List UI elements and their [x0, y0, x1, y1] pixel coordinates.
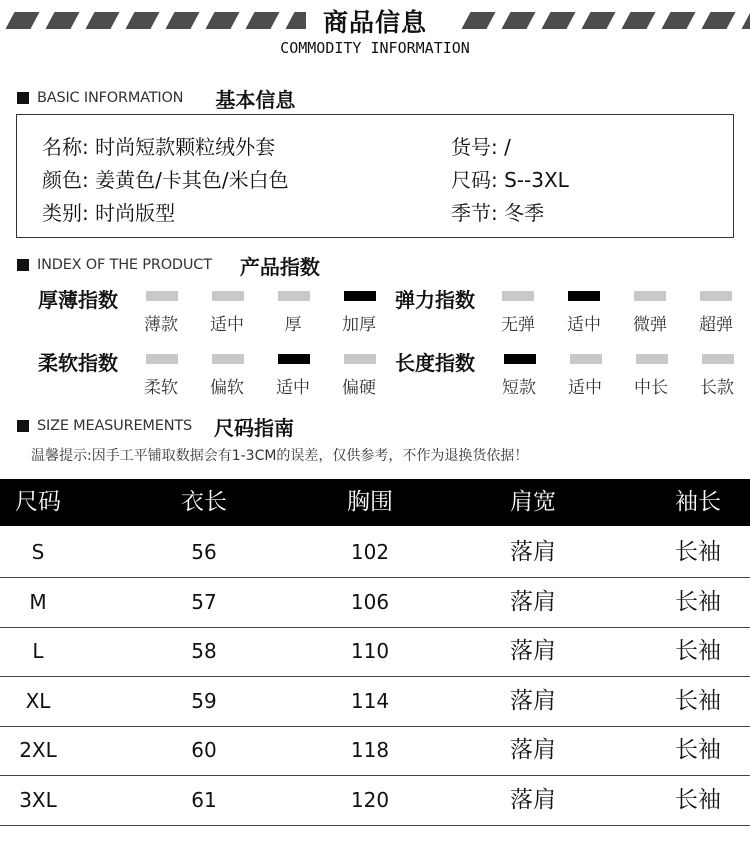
section-size-heading [17, 412, 294, 440]
index-bar-selected [504, 354, 536, 364]
table-header-cell: 袖长 [675, 489, 721, 515]
table-cell: 3XL [19, 788, 57, 812]
table-cell: 长袖 [675, 539, 721, 565]
table-cell: M [29, 590, 47, 614]
index-bar-selected [344, 291, 376, 301]
table-header-cell: 衣长 [181, 489, 227, 515]
table-cell: S [31, 540, 45, 564]
table-cell: 长袖 [675, 737, 721, 763]
table-cell: 57 [191, 590, 217, 614]
index-label: 长度指数 [395, 351, 475, 375]
index-bar [634, 291, 666, 301]
table-cell: 58 [191, 639, 217, 663]
table-row [0, 528, 750, 578]
table-cell: 落肩 [510, 638, 556, 664]
section-basic-heading-en: BASIC INFORMATION [37, 90, 184, 106]
table-cell: 114 [350, 689, 390, 713]
index-bar [212, 291, 244, 301]
index-option: 适中 [567, 315, 601, 335]
index-bar [146, 354, 178, 364]
index-option: 厚 [284, 315, 302, 335]
section-basic-heading-cn: 基本信息 [215, 87, 296, 112]
index-bar [502, 291, 534, 301]
table-cell: 102 [350, 540, 390, 564]
table-cell: 61 [191, 788, 217, 812]
index-option: 偏软 [210, 378, 244, 398]
index-option: 超弹 [699, 315, 733, 335]
section-index-heading-cn: 产品指数 [239, 254, 320, 279]
info-category: 类别: 时尚版型 [42, 201, 176, 225]
section-index-heading [17, 251, 320, 279]
table-cell: XL [25, 689, 51, 713]
index-label: 弹力指数 [395, 288, 475, 312]
index-bar [570, 354, 602, 364]
info-name: 名称: 时尚短款颗粒绒外套 [42, 135, 276, 159]
table-cell: L [32, 639, 44, 663]
info-color: 颜色: 姜黄色/卡其色/米白色 [42, 168, 289, 192]
index-option: 柔软 [144, 378, 178, 398]
table-row [0, 578, 750, 628]
square-bullet-icon [17, 420, 29, 432]
table-cell: 60 [191, 738, 217, 762]
table-cell: 长袖 [675, 638, 721, 664]
index-bar [344, 354, 376, 364]
table-cell: 落肩 [510, 737, 556, 763]
index-option: 偏硬 [342, 378, 376, 398]
table-cell: 落肩 [510, 688, 556, 714]
page-title: 商品信息 [322, 8, 427, 37]
section-basic-heading [17, 84, 295, 112]
table-header-cell: 胸围 [347, 489, 393, 515]
table-header-cell: 尺码 [15, 489, 61, 515]
table-cell: 长袖 [675, 688, 721, 714]
table-header-cell: 肩宽 [510, 489, 556, 515]
index-option: 长款 [700, 378, 734, 398]
index-option: 适中 [210, 315, 244, 335]
square-bullet-icon [17, 92, 29, 104]
page-subtitle: COMMODITY INFORMATION [280, 39, 470, 57]
index-option: 短款 [502, 378, 536, 398]
table-row [0, 627, 750, 677]
section-size-heading-cn: 尺码指南 [214, 415, 295, 440]
index-option: 加厚 [342, 315, 376, 335]
table-row [0, 776, 750, 826]
index-bar [278, 291, 310, 301]
table-cell: 长袖 [675, 589, 721, 615]
table-row [0, 677, 750, 727]
index-label: 厚薄指数 [38, 288, 118, 312]
index-bar-selected [568, 291, 600, 301]
table-cell: 118 [350, 738, 390, 762]
index-bar [636, 354, 668, 364]
table-cell: 长袖 [675, 787, 721, 813]
info-season: 季节: 冬季 [451, 201, 545, 225]
index-option: 微弹 [633, 315, 667, 335]
table-cell: 59 [191, 689, 217, 713]
index-label: 柔软指数 [38, 351, 118, 375]
section-index-heading-en: INDEX OF THE PRODUCT [37, 257, 212, 273]
index-bar [212, 354, 244, 364]
index-bar [700, 291, 732, 301]
info-item-no: 货号: / [451, 135, 511, 159]
index-option: 中长 [634, 378, 668, 398]
table-cell: 110 [350, 639, 390, 663]
size-notice: 温馨提示:因手工平铺取数据会有1-3CM的误差，仅供参考，不作为退换货依据！ [31, 448, 529, 464]
index-bar [702, 354, 734, 364]
table-row [0, 726, 750, 776]
table-cell: 106 [350, 590, 390, 614]
index-option: 薄款 [144, 315, 178, 335]
index-option: 适中 [276, 378, 310, 398]
info-size: 尺码: S--3XL [451, 168, 569, 192]
size-table-header [0, 479, 750, 526]
square-bullet-icon [17, 259, 29, 271]
table-cell: 落肩 [510, 589, 556, 615]
index-bar [146, 291, 178, 301]
index-option: 无弹 [501, 315, 535, 335]
section-size-heading-en: SIZE MEASUREMENTS [37, 418, 193, 434]
table-cell: 2XL [19, 738, 57, 762]
index-bar-selected [278, 354, 310, 364]
table-cell: 落肩 [510, 787, 556, 813]
index-option: 适中 [568, 378, 602, 398]
table-cell: 56 [191, 540, 217, 564]
table-cell: 120 [350, 788, 390, 812]
table-cell: 落肩 [510, 539, 556, 565]
